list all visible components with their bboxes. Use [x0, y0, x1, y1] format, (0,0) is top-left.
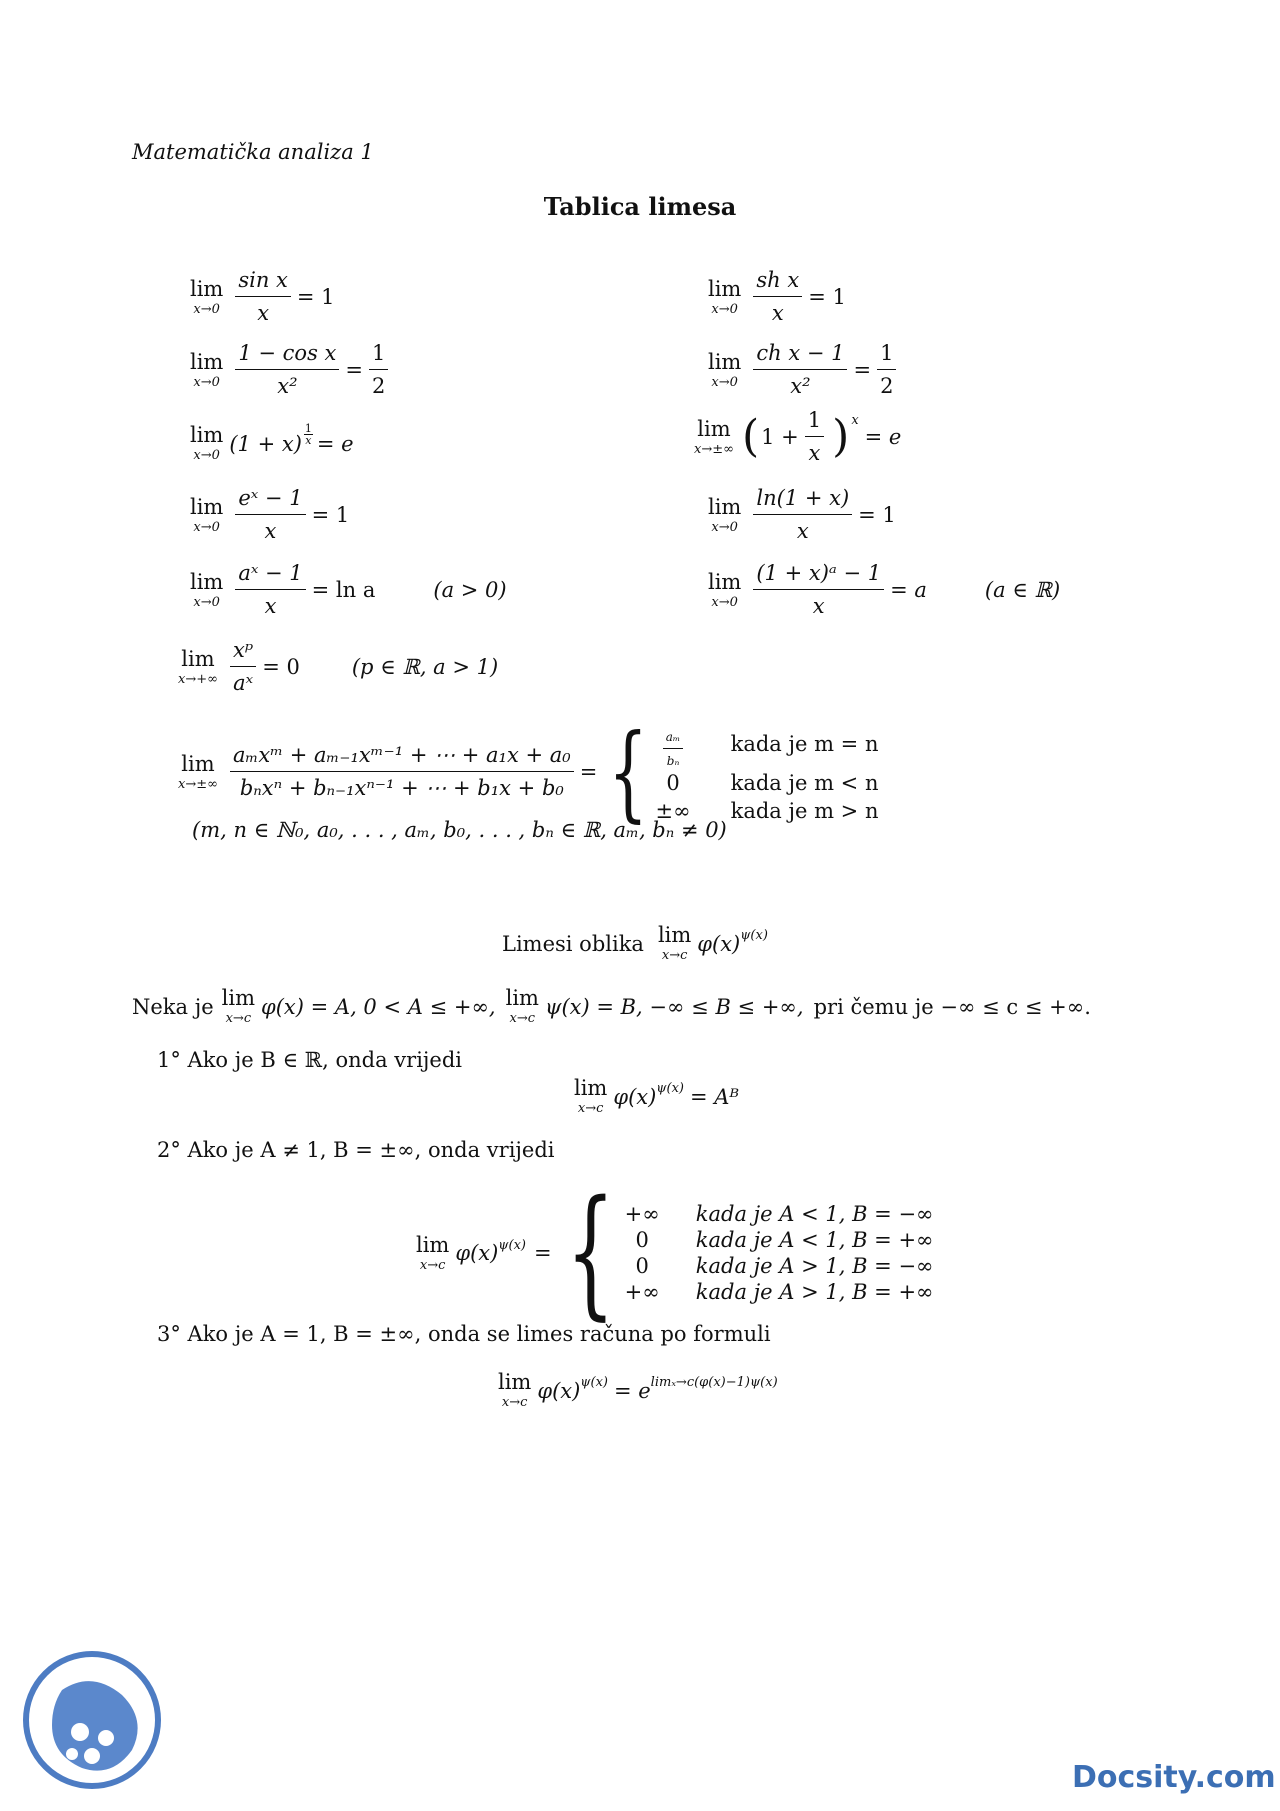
- formula-shx: lim x→0 $\frac{\text{sh x}}{x}$ = 1: [708, 268, 846, 325]
- item-2-label: 2° Ako je A ≠ 1, B = ±∞, onda vrijedi: [157, 1138, 555, 1162]
- formula-power-exp: lim x→+∞ $\frac{\text{xᵖ}}{\text{aˣ}}$ = 0 (p ∈ ℝ, a > 1): [178, 638, 499, 695]
- course-header: Matematička analiza 1: [132, 140, 374, 164]
- rational-conditions: (m, n ∈ ℕ₀, a₀, . . . , aₘ, b₀, . . . , bₙ ∈ ℝ, aₘ, bₙ ≠ 0): [192, 818, 727, 842]
- item-1-formula: lim x→c φ(x) ψ(x) = Aᴮ: [574, 1076, 740, 1116]
- docsity-wordmark[interactable]: Docsity.com: [1072, 1760, 1276, 1795]
- formula-rational: lim x→±∞ $\frac{\text{aₘxᵐ + aₘ₋₁xᵐ⁻¹ + ⋯ + a₁x + a₀}}{\text{bₙxⁿ + bₙ₋₁xⁿ⁻¹ + ⋯ + b₁x + b₀}}$ = { $\frac{\text{aₘ}}{\text{bₙ}}$ kada je m = n 0 kada je m < n ±∞ kada je m > n: [178, 711, 879, 833]
- formula-chx: lim x→0 $\frac{\text{ch x − 1}}{\text{x²}}$ = $\frac{1}{2}$: [708, 343, 902, 397]
- docsity-logo-icon: [22, 1650, 162, 1790]
- intro-line: Neka je lim x→c φ(x) = A, 0 < A ≤ +∞, lim x→c ψ(x) = B, −∞ ≤ B ≤ +∞, pri čemu je −∞ ≤ c ≤ +∞.: [132, 986, 1091, 1026]
- formula-sinx: lim x→0 $\frac{\text{sin x}}{x}$ = 1: [190, 268, 335, 325]
- formula-exp: lim x→0 $\frac{\text{eˣ − 1}}{x}$ = 1: [190, 486, 350, 543]
- page-title: Tablica limesa: [543, 192, 737, 221]
- item-3-label: 3° Ako je A = 1, B = ±∞, onda se limes računa po formuli: [157, 1322, 771, 1346]
- formula-ln: lim x→0 $\frac{\ln(1 + x)}{x}$ = 1: [708, 486, 896, 543]
- formula-ax: lim x→0 $\frac{\text{aˣ − 1}}{x}$ = ln a (a > 0): [190, 561, 507, 618]
- formula-e-small: lim x→0 (1 + x) $\frac{1}{x}$ = e: [190, 422, 354, 463]
- section-heading: Limesi oblika lim x→c φ(x) ψ(x): [502, 923, 768, 963]
- formula-cosx: lim x→0 $\frac{\text{1 − cos x}}{\text{x²}}$ = $\frac{1}{2}$: [190, 343, 394, 397]
- item-1-label: 1° Ako je B ∈ ℝ, onda vrijedi: [157, 1048, 463, 1072]
- item-3-formula: lim x→c φ(x) ψ(x) = e limₓ→c(φ(x)−1)ψ(x): [498, 1370, 778, 1410]
- formula-binomial: lim x→0 $\frac{\text{(1 + x)ᵃ − 1}}{x}$ = a (a ∈ ℝ): [708, 561, 1061, 618]
- formula-e-inf: lim x→±∞ ( 1 + $\frac{1}{x}$ ) x = e: [694, 408, 902, 465]
- item-2-formula: lim x→c φ(x) ψ(x) = { +∞ kada je A < 1, B = −∞ 0 kada je A < 1, B = +∞ 0 kada je A > 1, B = −∞ +∞ kada je A > 1, B = +∞: [416, 1171, 934, 1334]
